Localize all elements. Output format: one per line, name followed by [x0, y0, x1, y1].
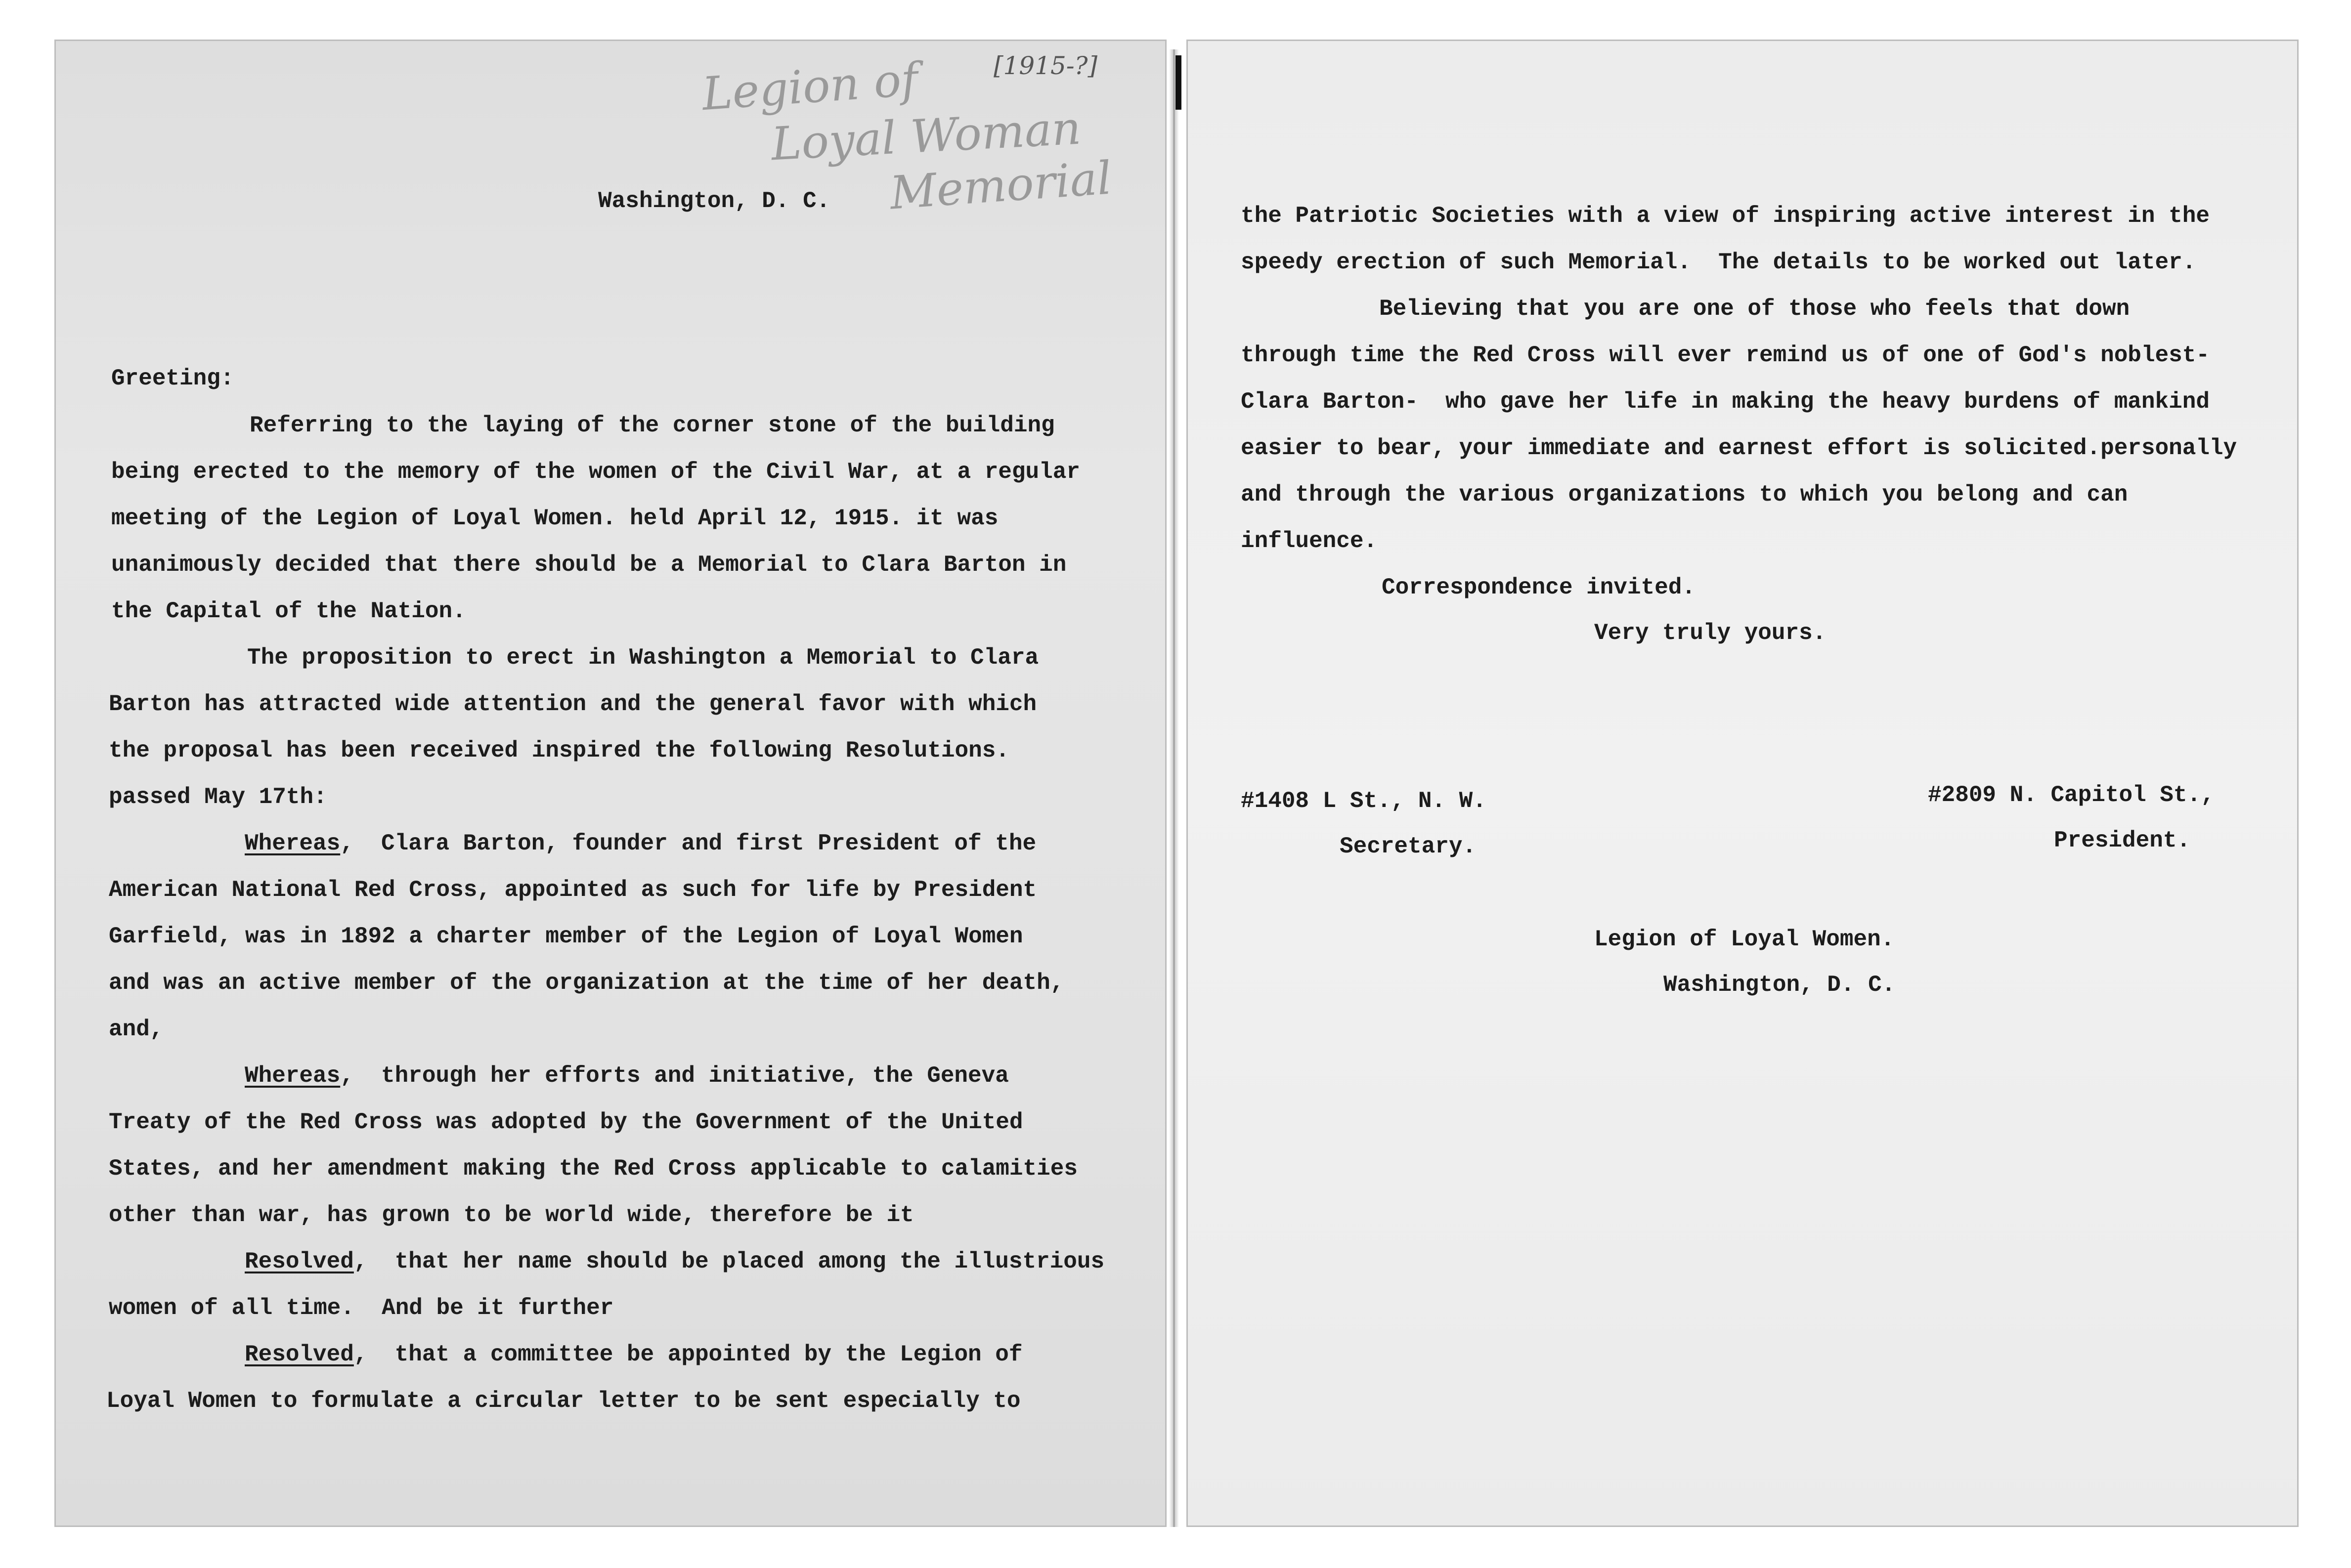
- resolved-heading: Resolved: [245, 1249, 354, 1274]
- body-line: influence.: [1241, 528, 1378, 554]
- body-line: Garfield, was in 1892 a charter member of the Legion of Loyal Women: [109, 924, 1023, 949]
- body-line: and,: [109, 1017, 164, 1042]
- resolved-heading: Resolved: [245, 1342, 354, 1367]
- page-gutter: [1169, 49, 1179, 1527]
- archival-date-note: [1915-?]: [994, 51, 1097, 80]
- body-line: the Capital of the Nation.: [111, 598, 466, 624]
- whereas-line: Whereas, Clara Barton, founder and first President of the: [245, 831, 1037, 856]
- secretary-address: #1408 L St., N. W.: [1241, 788, 1486, 814]
- whereas-heading: Whereas: [245, 831, 341, 856]
- organization-name: Legion of Loyal Women.: [1594, 927, 1895, 952]
- letter-city: Washington, D. C.: [598, 188, 830, 214]
- body-line: unanimously decided that there should be a Memorial to Clara Barton in: [111, 552, 1067, 578]
- resolved-line: Resolved, that a committee be appointed by the Legion of: [245, 1342, 1023, 1367]
- body-line: The proposition to erect in Washington a Memorial to Clara: [247, 645, 1039, 671]
- closing-salutation: Very truly yours.: [1594, 620, 1827, 646]
- body-line: and was an active member of the organization at the time of her death,: [109, 970, 1064, 996]
- body-line: Believing that you are one of those who feels that down: [1379, 296, 2130, 322]
- president-title: President.: [2054, 828, 2191, 853]
- binding-mark: [1176, 55, 1181, 110]
- body-line: easier to bear, your immediate and earnest effort is solicited.personally: [1241, 435, 2237, 461]
- body-line: Referring to the laying of the corner stone of the building: [250, 413, 1055, 438]
- body-line: the proposal has been received inspired the following Resolutions.: [109, 738, 1009, 763]
- organization-city: Washington, D. C.: [1663, 972, 1896, 998]
- president-address: #2809 N. Capitol St.,: [1928, 782, 2215, 808]
- body-line: Loyal Women to formulate a circular letter to be sent especially to: [106, 1388, 1021, 1414]
- letter-greeting: Greeting:: [111, 366, 234, 391]
- body-line: meeting of the Legion of Loyal Women. held April 12, 1915. it was: [111, 506, 999, 531]
- body-line: other than war, has grown to be world wide, therefore be it: [109, 1202, 914, 1228]
- secretary-title: Secretary.: [1340, 834, 1477, 859]
- body-line: Clara Barton- who gave her life in making the heavy burdens of mankind: [1241, 389, 2210, 415]
- body-line: the Patriotic Societies with a view of inspiring active interest in the: [1241, 203, 2210, 229]
- whereas-line: Whereas, through her efforts and initiative, the Geneva: [245, 1063, 1009, 1089]
- handwritten-note-line-2: Loyal Woman: [770, 101, 1083, 171]
- closing-invitation: Correspondence invited.: [1382, 575, 1696, 600]
- body-line: being erected to the memory of the women of the Civil War, at a regular: [111, 459, 1080, 485]
- body-line: Treaty of the Red Cross was adopted by the Government of the United: [109, 1109, 1023, 1135]
- body-line: through time the Red Cross will ever remind us of one of God's noblest-: [1241, 342, 2210, 368]
- body-line: American National Red Cross, appointed as such for life by President: [109, 877, 1037, 903]
- body-line: passed May 17th:: [109, 784, 327, 810]
- resolved-line: Resolved, that her name should be placed among the illustrious: [245, 1249, 1105, 1274]
- body-line: women of all time. And be it further: [109, 1295, 614, 1321]
- whereas-heading: Whereas: [245, 1063, 341, 1089]
- handwritten-note-line-1: Legion of: [700, 52, 920, 121]
- handwritten-note-line-3: Memorial: [888, 151, 1114, 220]
- body-line: States, and her amendment making the Red Cross applicable to calamities: [109, 1156, 1078, 1182]
- body-line: speedy erection of such Memorial. The details to be worked out later.: [1241, 250, 2196, 275]
- body-line: and through the various organizations to which you belong and can: [1241, 482, 2128, 508]
- body-line: Barton has attracted wide attention and the general favor with which: [109, 691, 1037, 717]
